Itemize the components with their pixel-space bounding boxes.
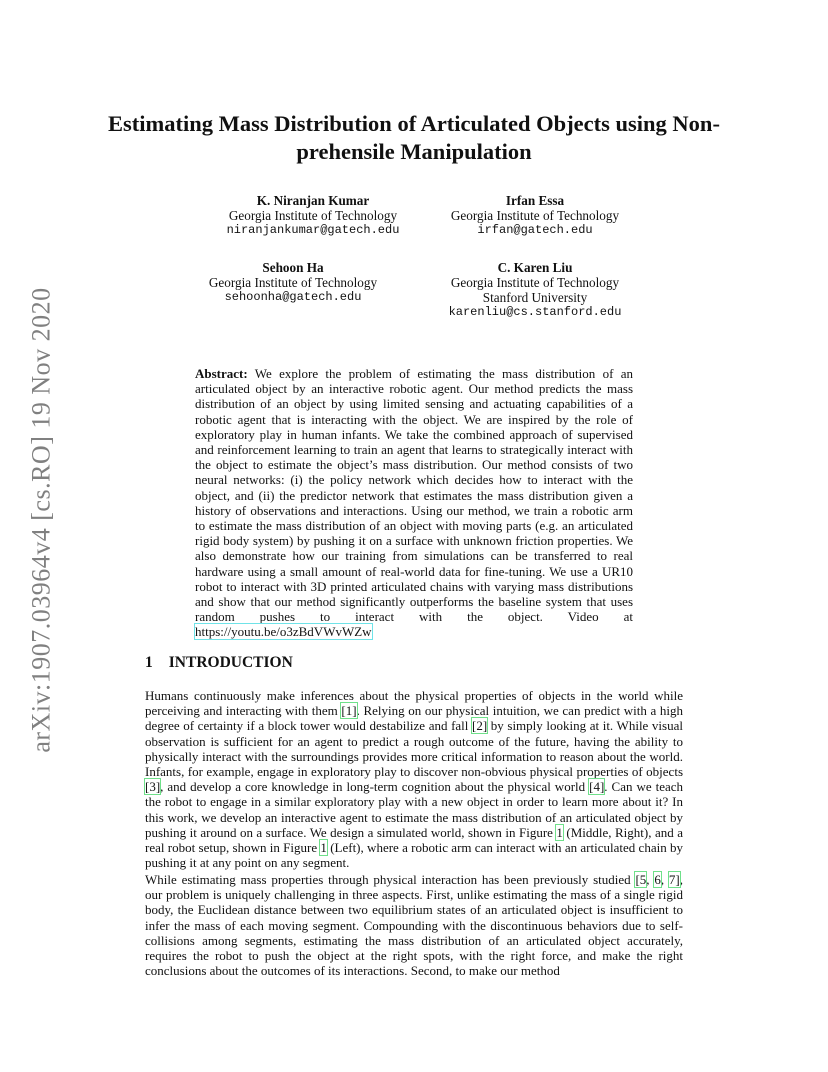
author-email: sehoonha@gatech.edu: [224, 290, 362, 304]
citation-link[interactable]: 6: [654, 872, 661, 887]
author-block-3: [163, 260, 423, 305]
author-affiliation: Georgia Institute of Technology: [228, 208, 398, 223]
section-number: 1: [145, 654, 153, 671]
body-text-run: , and develop a core knowledge in long-term cognition about the physical world: [160, 779, 590, 795]
author-name: C. Karen Liu: [497, 260, 573, 275]
author-name: Irfan Essa: [505, 193, 565, 208]
abstract-text: We explore the problem of estimating the mass distribution of an articulated object by an interactive robotic agent. Our method predicts the mass distribution of an object by using limited sensing and actuating capabilities of a robotic agent that is interacting with the object. We are inspired by the role of exploratory play in human infants. We take the combined approach of supervised and reinforcement learning to train an agent that learns to strategically interact with the object to estimate the object’s mass distribution. Our method consists of two neural networks: (i) the policy network which decides how to interact with the object, and (ii) the predictor network that estimates the mass distribution given a history of observations and interactions. Using our method, we train a robotic arm to estimate the mass distribution of an object with moving parts (e.g. an articulated rigid body system) by pushing it on a surface with unknown friction properties. We also demonstrate how our training from simulations can be transferred to real hardware using a small amount of real-world data for fine-tuning. We use a UR10 robot to interact with 3D printed articulated chains with varying mass distributions and show that our method significantly outperforms the baseline system that uses random pushes to interact with the object. Video at: [195, 366, 633, 625]
figure-reference-link[interactable]: 1: [320, 840, 327, 856]
author-name: Sehoon Ha: [262, 260, 324, 275]
citation-link[interactable]: [2]: [472, 718, 488, 734]
citation-link[interactable]: [4]: [589, 779, 605, 795]
author-affiliation: Georgia Institute of Technology: [450, 275, 620, 290]
body-text-run: , our problem is uniquely challenging in three aspects. First, unlike estimating the mass of a single rigid body, the Euclidean distance between two equilibrium states of an articulated object is insufficient to infer the mass of each moving segment. Compounding with the discontinuous behaviors due to self-collisions among segments, estimating the mass distribution of an articulated object accurately, requires the robot to push the object at the right spots, with the right force, and make the right conclusions about the outcomes of its interactions. Second, to make our method: [145, 872, 684, 979]
paper-title: Estimating Mass Distribution of Articulated Objects using Non-prehensile Manipulation: [108, 111, 720, 164]
body-text-run: . Can we teach the robot to engage in a similar exploratory play with a new object in order to learn more about it? In this work, we develop an interactive agent to estimate the mass distribution of an articulated object by pushing it around on a surface. We design a simulated world, shown in Figure: [145, 779, 683, 840]
author-affiliation: Georgia Institute of Technology: [208, 275, 378, 290]
body-text-run: ,: [660, 872, 669, 887]
author-block-2: [405, 193, 665, 238]
abstract-label: Abstract:: [195, 366, 248, 381]
author-email: irfan@gatech.edu: [477, 223, 593, 237]
video-link[interactable]: https://youtu.be/o3zBdVWvWZw: [195, 624, 372, 640]
author-affiliation-secondary: Stanford University: [482, 290, 588, 305]
intro-paragraph-2: [145, 872, 683, 978]
citation-link[interactable]: [1]: [341, 703, 357, 719]
arxiv-identifier-stamp: [22, 280, 62, 760]
body-text-run: (Left), where a robotic arm can interact with an articulated chain by pushing it at any point on any segment.: [145, 840, 683, 871]
intro-paragraph-1: [145, 688, 683, 870]
author-email: niranjankumar@gatech.edu: [226, 223, 400, 237]
citation-link[interactable]: [5: [635, 872, 647, 887]
author-email: karenliu@cs.stanford.edu: [448, 305, 622, 319]
body-text-run: While estimating mass properties through physical interaction has been previously studied: [145, 872, 636, 887]
section-title: INTRODUCTION: [168, 654, 293, 671]
abstract: [195, 366, 633, 640]
figure-reference-link[interactable]: 1: [556, 824, 563, 840]
body-text-run: by simply looking at it. While visual observation is sufficient for an agent to predict a rough outcome of the future, having the ability to physically interact with the surroundings provides more critical information to reason about the world. Infants, for example, engage in exploratory play to discover non-obvious physical properties of objects: [145, 718, 683, 780]
body-text-run: Humans continuously make inferences about the physical properties of objects in the world while perceiving and interacting with them: [145, 688, 683, 719]
author-affiliation: Georgia Institute of Technology: [450, 208, 620, 223]
citation-link[interactable]: [3]: [145, 779, 161, 795]
arxiv-identifier-text: arXiv:1907.03964v4 [cs.RO] 19 Nov 2020: [27, 287, 57, 753]
author-block-1: [183, 193, 443, 238]
section-heading: [145, 654, 293, 672]
body-text-run: ,: [646, 872, 655, 887]
body-text-run: (Middle, Right), and a real robot setup, shown in Figure: [145, 824, 683, 856]
body-text-run: . Relying on our physical intuition, we can predict with a high degree of certainty if a block tower would destabilize and fall: [145, 703, 683, 734]
author-name: K. Niranjan Kumar: [256, 193, 370, 208]
citation-link[interactable]: 7]: [668, 872, 680, 887]
author-block-4: [405, 260, 665, 320]
